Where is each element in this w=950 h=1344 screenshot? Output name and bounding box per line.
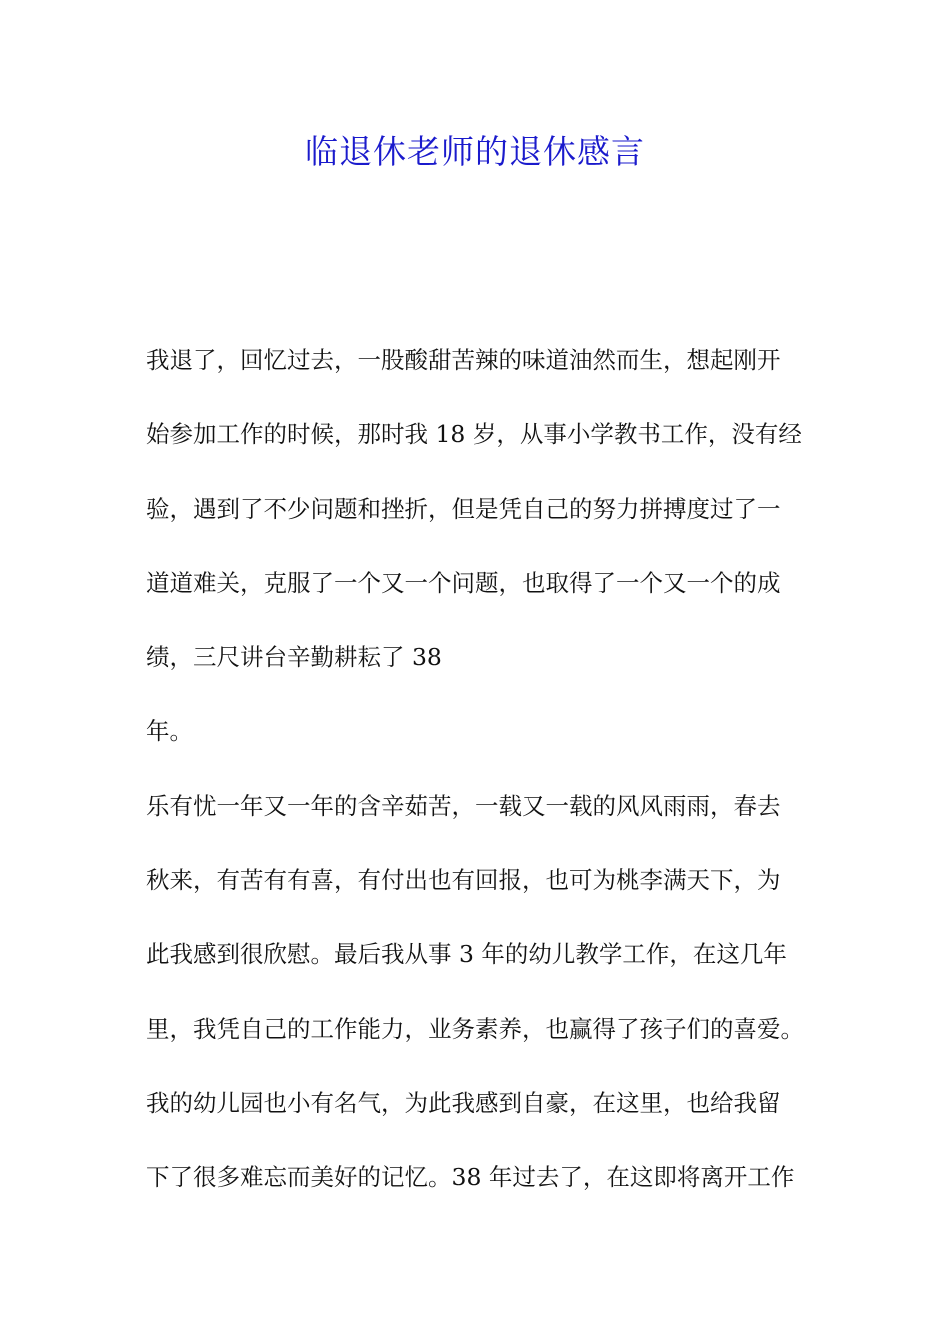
- document-body: [146, 336, 826, 1228]
- document-title: 临退休老师的退休感言: [305, 132, 645, 171]
- body-line: 绩，三尺讲台辛勤耕耘了 38: [146, 643, 442, 672]
- body-line: 验，遇到了不少问题和挫折，但是凭自己的努力拼搏度过了一: [146, 494, 781, 523]
- body-line: 乐有忧一年又一年的含辛茹苦，一载又一载的风风雨雨，春去: [146, 791, 781, 820]
- body-line: 里，我凭自己的工作能力，业务素养，也赢得了孩子们的喜爱。: [146, 1014, 804, 1043]
- body-line: 始参加工作的时候，那时我 18 岁，从事小学教书工作，没有经: [146, 420, 802, 449]
- body-line: 下了很多难忘而美好的记忆。38 年过去了，在这即将离开工作: [146, 1163, 795, 1192]
- body-line: 道道难关，克服了一个又一个问题，也取得了一个又一个的成: [146, 568, 781, 597]
- body-line: 我退了，回忆过去，一股酸甜苦辣的味道油然而生，想起刚开: [146, 346, 781, 374]
- body-line: 我的幼儿园也小有名气，为此我感到自豪，在这里，也给我留: [146, 1088, 781, 1117]
- body-line: 年。: [146, 717, 193, 746]
- body-line: 此我感到很欣慰。最后我从事 3 年的幼儿教学工作，在这几年: [146, 940, 787, 969]
- body-line: 秋来，有苦有有喜，有付出也有回报，也可为桃李满天下，为: [146, 866, 781, 895]
